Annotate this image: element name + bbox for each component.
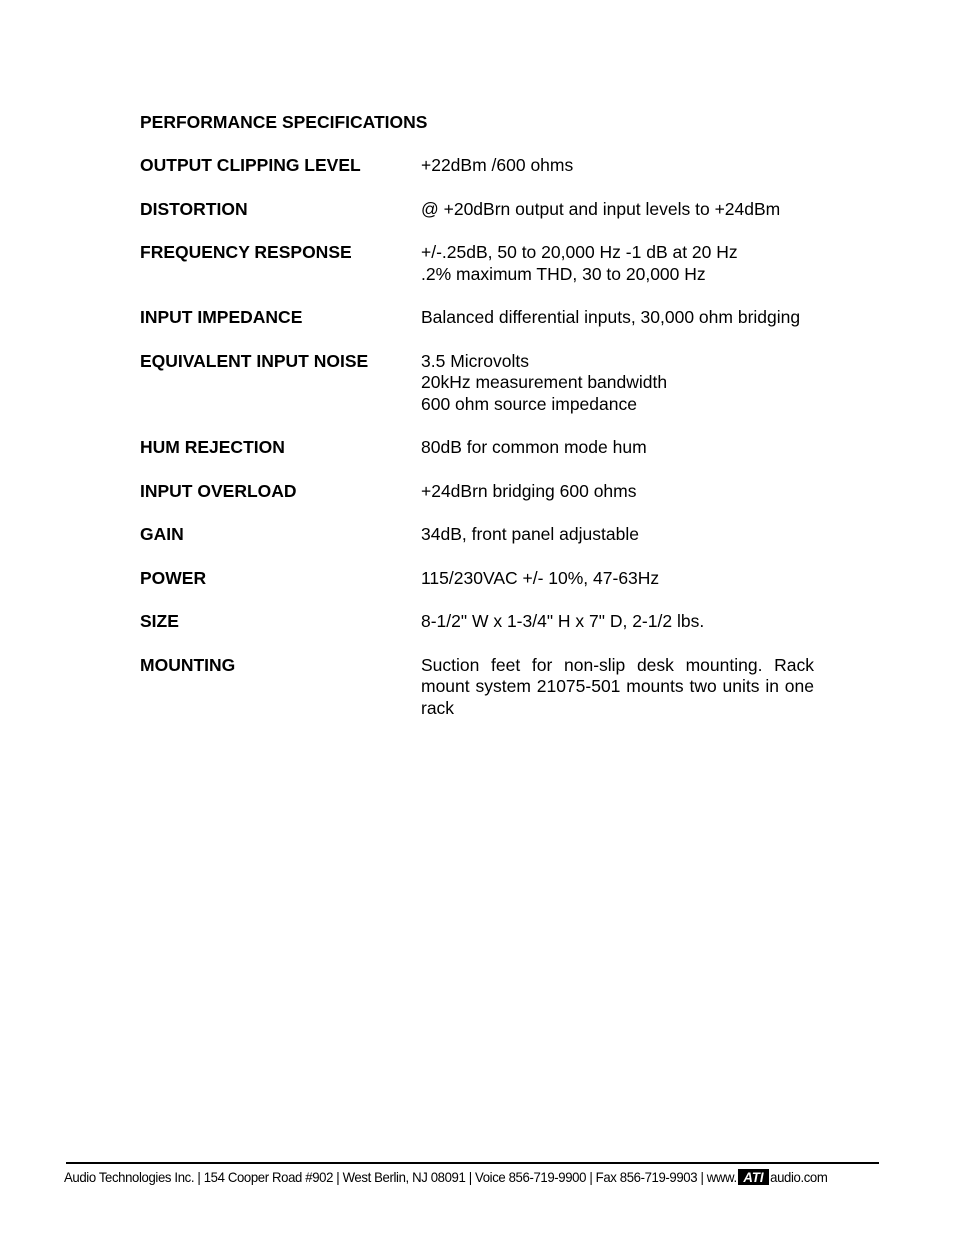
spec-label: SIZE — [140, 611, 179, 631]
spec-value — [421, 611, 814, 633]
page-heading: PERFORMANCE SPECIFICATIONS — [140, 112, 428, 132]
spec-list — [140, 155, 814, 741]
footer-contact-text: Audio Technologies Inc. | 154 Cooper Road #902 | West Berlin, NJ 08091 | Voice 856-719-9900 | Fax 856-719-9903 | www. — [64, 1169, 737, 1185]
spec-value-line: 34dB, front panel adjustable — [421, 524, 639, 544]
spec-value — [421, 351, 814, 416]
spec-value — [421, 524, 814, 546]
spec-row-mounting — [140, 655, 814, 720]
spec-row-gain — [140, 524, 814, 546]
spec-value-line: +22dBm /600 ohms — [421, 155, 574, 175]
spec-value-line: +/-.25dB, 50 to 20,000 Hz -1 dB at 20 Hz — [421, 242, 738, 262]
spec-value — [421, 242, 814, 285]
spec-row-hum-rejection — [140, 437, 814, 459]
spec-label: HUM REJECTION — [140, 437, 285, 457]
spec-value-line: 600 ohm source impedance — [421, 393, 637, 414]
spec-value-line: 115/230VAC +/- 10%, 47-63Hz — [421, 567, 660, 588]
spec-value: Suction feet for non-slip desk mounting. Rack mount system 21075-501 mounts two units in one rack — [421, 654, 814, 718]
spec-value — [421, 199, 814, 221]
spec-label: POWER — [140, 567, 207, 588]
spec-label: EQUIVALENT INPUT NOISE — [140, 350, 369, 371]
spec-row-distortion — [140, 199, 814, 221]
spec-label: MOUNTING — [140, 654, 236, 675]
spec-value — [421, 437, 814, 459]
ati-logo-icon: ATI — [738, 1169, 770, 1185]
spec-row-frequency-response — [140, 242, 814, 285]
footer-divider — [66, 1162, 879, 1164]
spec-value — [421, 155, 814, 177]
spec-row-output-clipping-level — [140, 155, 814, 177]
spec-value-line: 80dB for common mode hum — [421, 437, 647, 457]
spec-label: FREQUENCY RESPONSE — [140, 242, 352, 262]
spec-label: DISTORTION — [140, 198, 248, 219]
footer-website-suffix: audio.com — [770, 1169, 828, 1185]
spec-value — [421, 568, 814, 590]
spec-row-input-overload — [140, 481, 814, 503]
spec-value-line: +24dBrn bridging 600 ohms — [421, 480, 637, 501]
spec-value — [421, 481, 814, 503]
spec-label: INPUT IMPEDANCE — [140, 307, 303, 327]
spec-label: INPUT OVERLOAD — [140, 480, 297, 501]
spec-value-line: 3.5 Microvolts — [421, 350, 529, 371]
spec-value-line: @ +20dBrn output and input levels to +24dBm — [421, 198, 781, 219]
spec-row-equivalent-input-noise — [140, 351, 814, 416]
spec-label: GAIN — [140, 524, 184, 544]
spec-row-input-impedance — [140, 307, 814, 329]
spec-value-line: .2% maximum THD, 30 to 20,000 Hz — [421, 263, 706, 284]
spec-value: Balanced differential inputs, 30,000 ohm bridging — [421, 307, 801, 327]
spec-label: OUTPUT CLIPPING LEVEL — [140, 155, 361, 175]
spec-value-line: 20kHz measurement bandwidth — [421, 372, 668, 392]
spec-value-line: 8-1/2" W x 1-3/4" H x 7" D, 2-1/2 lbs. — [421, 611, 705, 631]
spec-row-size — [140, 611, 814, 633]
spec-row-power — [140, 568, 814, 590]
footer — [64, 1168, 827, 1186]
